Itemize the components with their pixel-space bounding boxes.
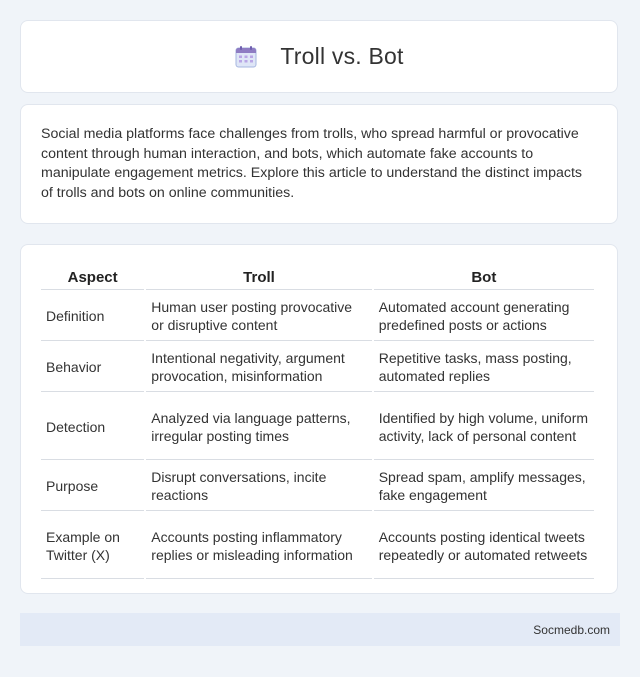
table-header-row (41, 265, 594, 290)
footer-site-name: Socmedb.com (533, 622, 610, 637)
aspect-cell: Behavior (41, 343, 144, 392)
column-header-aspect: Aspect (41, 265, 144, 290)
page-title: Troll vs. Bot (280, 43, 404, 69)
table-row (41, 343, 594, 392)
calendar-icon (234, 45, 258, 69)
bot-cell: Accounts posting identical tweets repeatedly or automated retweets (374, 513, 594, 579)
footer-bar (20, 613, 620, 646)
bot-cell: Identified by high volume, uniform activity, lack of personal content (374, 394, 594, 460)
troll-cell: Accounts posting inflammatory replies or misleading information (146, 513, 371, 579)
troll-cell: Disrupt conversations, incite reactions (146, 462, 371, 511)
aspect-cell: Definition (41, 292, 144, 341)
aspect-cell: Purpose (41, 462, 144, 511)
aspect-cell: Detection (41, 394, 144, 460)
comparison-card (20, 244, 618, 594)
troll-cell: Intentional negativity, argument provocation, misinformation (146, 343, 371, 392)
troll-cell: Human user posting provocative or disruptive content (146, 292, 371, 341)
bot-cell: Repetitive tasks, mass posting, automated replies (374, 343, 594, 392)
intro-paragraph: Social media platforms face challenges from trolls, who spread harmful or provocative content through human interaction, and bots, which automate fake accounts to manipulate engagement metrics. Explore this article to understand the distinct impacts of trolls and bots on online communities. (41, 126, 582, 201)
column-header-troll: Troll (146, 265, 371, 290)
table-row (41, 462, 594, 511)
table-row (41, 394, 594, 460)
table-row (41, 292, 594, 341)
table-row (41, 513, 594, 579)
troll-cell: Analyzed via language patterns, irregular posting times (146, 394, 371, 460)
column-header-bot: Bot (374, 265, 594, 290)
intro-card (20, 104, 618, 224)
title-card (20, 20, 618, 93)
bot-cell: Automated account generating predefined posts or actions (374, 292, 594, 341)
aspect-cell: Example on Twitter (X) (41, 513, 144, 579)
bot-cell: Spread spam, amplify messages, fake engagement (374, 462, 594, 511)
comparison-table (39, 263, 596, 581)
